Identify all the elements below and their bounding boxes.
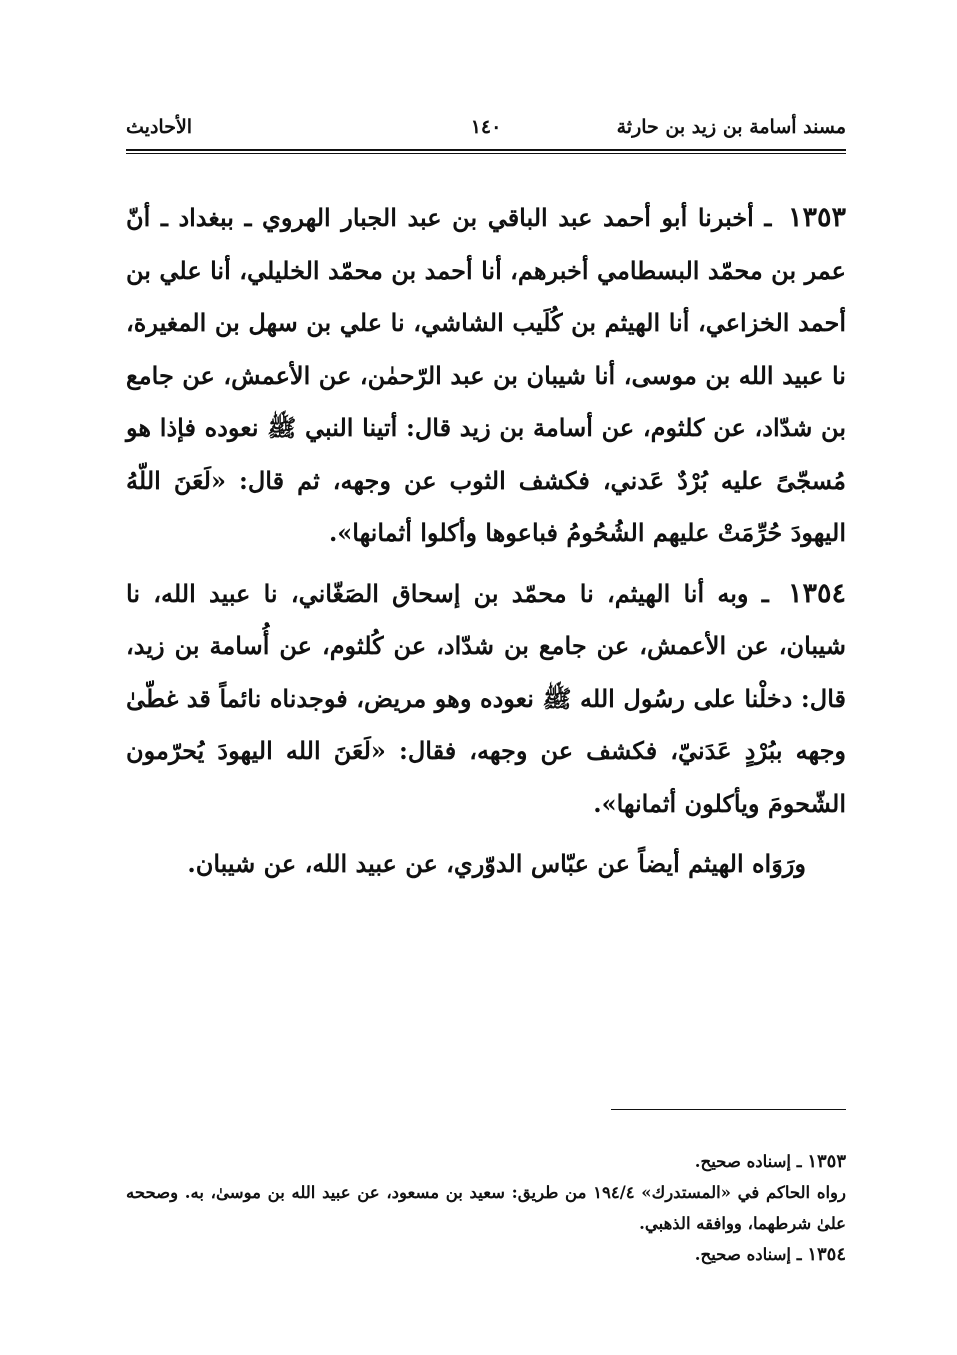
footnote-text: ـ إسناده صحيح. xyxy=(694,1152,802,1171)
footnote-number: ١٣٥٤ xyxy=(807,1244,846,1265)
page-number: ١٤٠ xyxy=(470,116,502,138)
footnote-number: ١٣٥٣ xyxy=(807,1151,846,1172)
hadith-text: ـ أخبرنا أبو أحمد عبد الباقي بن عبد الجبار الهروي ـ ببغداد ـ أنّ عمر بن محمّد البسطامي أخبرهم، أنا أحمد بن محمّد الخليلي، أنا علي بن أحمد الخزاعي، أنا الهيثم بن كُلَيب الشاشي، نا علي بن سهل بن المغيرة، نا عبيد الله بن موسى، أنا شيبان بن عبد الرّحمٰن، عن الأعمش، عن جامع بن شدّاد، عن كلثوم، عن أسامة بن زيد قال: أتينا النبي ﷺ نعوده فإذا هو مُسجّىً عليه بُرْدٌ عَدني، فكشف الثوب عن وجهه، ثم قال: «لَعَنَ اللّهُ اليهودَ حُرِّمَتْ عليهم الشُحُومُ فباعوها وأكلوا أثمانها». xyxy=(126,203,846,547)
hadith-text: ـ وبه أنا الهيثم، نا محمّد بن إسحاق الصَغّاني، نا عبيد الله، نا شيبان، عن الأعمش، عن جامع بن شدّاد، عن كُلثوم، عن أُسامة بن زيد، قال: دخلْنا على رسُول الله ﷺ نعوده وهو مريض، فوجدناه نائماً قد غطّىٰ وجهه ببُرْدٍ عَدَنيّ، فكشف عن وجهه، فقال: «لَعَنَ الله اليهودَ يُحرّمون الشّحومَ ويأكلون أثمانها». xyxy=(126,578,846,818)
hadith-number: ١٣٥٣ xyxy=(787,202,846,233)
hadith-number: ١٣٥٤ xyxy=(788,577,847,609)
footnote-source xyxy=(126,1177,846,1239)
book-title: مسند أسامة بن زيد بن حارثة xyxy=(616,116,846,138)
hadith-1353 xyxy=(126,192,846,560)
footnote-1353 xyxy=(126,1146,846,1177)
footnote-text: ـ إسناده صحيح. xyxy=(694,1245,802,1264)
header-divider xyxy=(126,149,846,154)
main-text xyxy=(126,192,846,899)
footnote-divider xyxy=(611,1109,846,1110)
footnotes xyxy=(126,1146,846,1270)
footnote-text: رواه الحاكم في «المستدرك» ١٩٤/٤ من طريق: سعيد بن مسعود، عن عبيد الله بن موسىٰ، به. وصححه علىٰ شرطهما، ووافقه الذهبي. xyxy=(126,1183,846,1233)
page-header xyxy=(126,108,846,148)
hadith-1354 xyxy=(126,568,846,831)
closing-paragraph: ورَوَاه الهيثم أيضاً عن عبّاس الدوّري، عن عبيد الله، عن شيبان. xyxy=(187,849,806,878)
footnote-1354 xyxy=(126,1239,846,1270)
section-title: الأحاديث xyxy=(126,116,193,138)
